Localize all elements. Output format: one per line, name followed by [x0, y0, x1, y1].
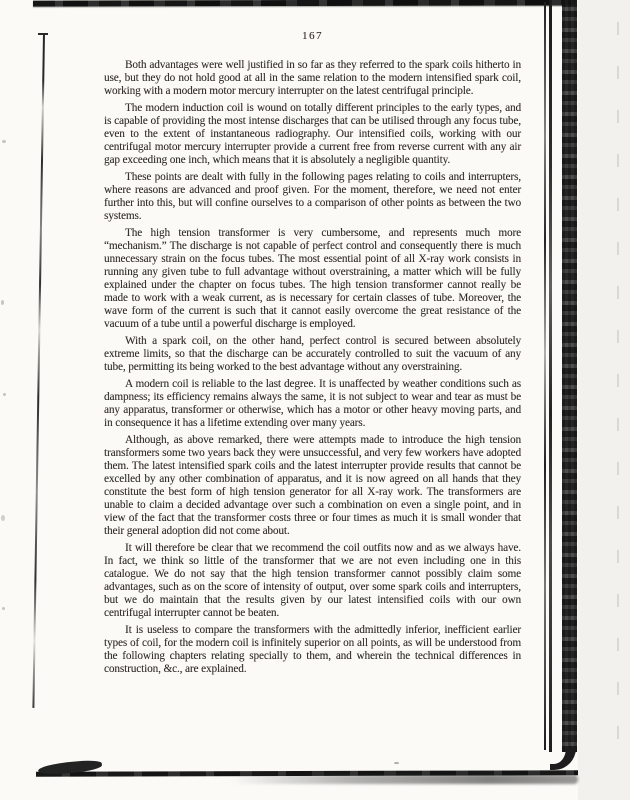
bottom-right-corner-curve [550, 748, 576, 770]
body-paragraph: Both advantages were well justified in so far as they referred to the spark coils hitherto in use, but they do not hold good at all in the same relation to the modern intensified spark coil, working with a modern motor mercury interrupter on the latest centrifugal principle. [104, 59, 521, 97]
margin-speck [2, 607, 5, 610]
body-paragraph: Although, as above remarked, there were attempts made to introduce the high tension transformers some two years back they were unsuccessful, and very few workers have adopted them. The latest intensified spark coils and the latest interrupter provide results that cannot be excelled by any other combination of apparatus, and it is now agreed on all hands that they constitute the best form of high tension generator for all X-ray work. The transformers are unable to claim a decided advantage over such a combination on even a single point, and in view of the fact that the transformer costs three or four times as much it is small wonder that their general adoption did not come about. [104, 434, 521, 537]
body-paragraph: It is useless to compare the transformers with the admittedly inferior, inefficient earlier types of coil, for the modern coil is infinitely superior on all points, as will be understood from the following chapters relating specially to them, and wherein the technical differences in construction, &c., are explained. [104, 624, 521, 675]
binding-shadow-line [32, 33, 45, 708]
margin-speck [2, 140, 6, 143]
body-text [104, 59, 521, 680]
next-page-edge-dashes [617, 22, 619, 767]
scan-top-edge [33, 0, 575, 7]
margin-speck [1, 300, 4, 305]
margin-speck [3, 393, 6, 396]
page-edge-line-inner [544, 2, 546, 750]
body-paragraph: With a spark coil, on the other hand, perfect control is secured between absolutely extreme limits, so that the discharge can be accurately controlled to suit the vacuum of any tube, permitting its being worked to the best advantage without any overstraining. [104, 335, 521, 373]
margin-speck [394, 762, 399, 764]
body-paragraph: A modern coil is reliable to the last degree. It is unaffected by weather conditions such as dampness; its efficiency remains always the same, it is not subject to wear and tear as must be any apparatus, transformer or otherwise, which has a motor or other heavy moving parts, and in consequence it has a lifetime extending over many years. [104, 378, 521, 430]
page-edge-line-outer [549, 0, 552, 752]
binding-shadow-tick [38, 33, 48, 35]
scanner-background-strip [578, 0, 630, 800]
body-paragraph: The modern induction coil is wound on totally different principles to the early types, and is capable of providing the most intense discharges that can be utilised through any focus tube, even to the extent of instantaneous radiography. Our intensified coils, working with our centrifugal motor mercury interrupter provide a current free from reverse current with any air gap exceeding one inch, which means that it is absolutely a negligible quantity. [104, 102, 521, 166]
body-paragraph: These points are dealt with fully in the following pages relating to coils and interrupters, where reasons are advanced and proof given. For the moment, therefore, we need not enter further into this, but will confine ourselves to a comparison of other points as between the two systems. [104, 171, 521, 222]
margin-speck [1, 515, 5, 521]
body-paragraph: It will therefore be clear that we recommend the coil outfits now and as we always have. In fact, we think so little of the transformer that we are not even including one in this catalogue. We do not say that the high tension transformer cannot possibly claim some advantages, such as on the score of intensity of output, over some spark coils and interrupters, but we do maintain that the results given by our latest intensified coils with our own centrifugal interrupter cannot be beaten. [104, 542, 521, 619]
page-number: 167 [302, 30, 323, 42]
bottom-edge-smudge [230, 775, 578, 784]
body-paragraph: The high tension transformer is very cumbersome, and represents much more “mechanism.” The discharge is not capable of perfect control and consequently there is much unnecessary strain on the focus tubes. The most essential point of all X-ray work consists in running any given tube to full advantage without overstraining, a matter which will be fully explained under the chapter on focus tubes. The high tension transformer cannot really be made to work with a weak current, as is necessary for certain classes of tube. Moreover, the wave form of the current is such that it cannot easily overcome the great resistance of the vacuum of a tube until a powerful discharge is employed. [104, 227, 521, 330]
page-edge-dark-band [562, 0, 577, 752]
